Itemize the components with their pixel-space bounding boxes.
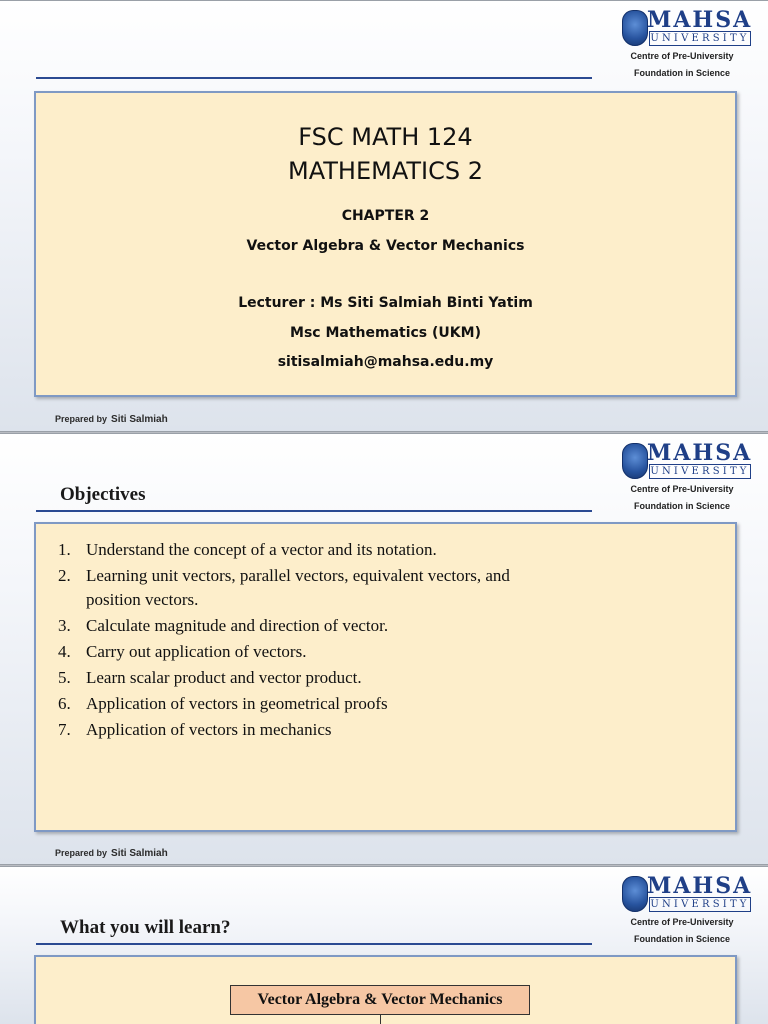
logo-name: MAHSA <box>647 440 753 466</box>
footer-prepared: Prepared by <box>55 414 108 424</box>
course-code: FSC MATH 124 <box>298 123 473 151</box>
footer <box>55 843 168 861</box>
footer-author: Siti Salmiah <box>111 414 168 425</box>
logo-name: MAHSA <box>647 873 753 899</box>
footer <box>55 409 168 427</box>
university-logo <box>620 440 760 520</box>
logo-sub: UNIVERSITY <box>650 466 750 477</box>
logo-line-2: Foundation in Science <box>633 501 730 511</box>
logo-line-2: Foundation in Science <box>633 934 730 944</box>
objectives-list <box>58 538 516 744</box>
slide-objectives <box>0 433 768 865</box>
logo-line-1: Centre of Pre-University <box>630 51 734 61</box>
connector-line <box>380 1015 381 1024</box>
footer-author: Siti Salmiah <box>111 848 168 859</box>
header-rule <box>36 77 592 79</box>
chapter-title: Vector Algebra & Vector Mechanics <box>246 238 525 254</box>
title-panel <box>34 91 737 397</box>
slide-what-you-will-learn <box>0 866 768 1024</box>
qualification: Msc Mathematics (UKM) <box>290 325 481 341</box>
crest-icon <box>622 443 648 479</box>
footer-prepared: Prepared by <box>55 848 108 858</box>
crest-icon <box>622 10 648 46</box>
logo-line-1: Centre of Pre-University <box>630 484 734 494</box>
topic-box: Vector Algebra & Vector Mechanics <box>230 985 530 1015</box>
slide-heading: Objectives <box>60 484 146 505</box>
list-item: 1. Understand the concept of a vector and its notation. <box>58 540 437 559</box>
university-logo <box>620 7 760 87</box>
lecturer: Lecturer : Ms Siti Salmiah Binti Yatim <box>238 295 533 311</box>
chapter-number: CHAPTER 2 <box>341 208 430 224</box>
slide-heading: What you will learn? <box>60 917 231 938</box>
logo-sub: UNIVERSITY <box>650 33 750 44</box>
header-rule <box>36 510 592 512</box>
course-name: MATHEMATICS 2 <box>287 157 484 185</box>
header-rule <box>36 943 592 945</box>
list-item: 3. Calculate magnitude and direction of vector. <box>58 615 389 635</box>
logo-line-2: Foundation in Science <box>633 68 730 78</box>
list-item: 6. Application of vectors in geometrical proofs <box>58 693 388 713</box>
list-item: 7. Application of vectors in mechanics <box>58 719 332 739</box>
slide-title-page <box>0 0 768 432</box>
list-item: 2. Learning unit vectors, parallel vectors, equivalent vectors, and position vectors. <box>58 566 510 609</box>
logo-line-1: Centre of Pre-University <box>630 917 734 927</box>
crest-icon <box>622 876 648 912</box>
list-item: 5. Learn scalar product and vector product. <box>58 667 362 687</box>
logo-name: MAHSA <box>647 7 753 33</box>
logo-sub: UNIVERSITY <box>650 899 750 910</box>
objectives-panel <box>34 522 737 832</box>
university-logo <box>620 873 760 953</box>
email: sitisalmiah@mahsa.edu.my <box>277 354 494 370</box>
list-item: 4. Carry out application of vectors. <box>58 641 307 661</box>
